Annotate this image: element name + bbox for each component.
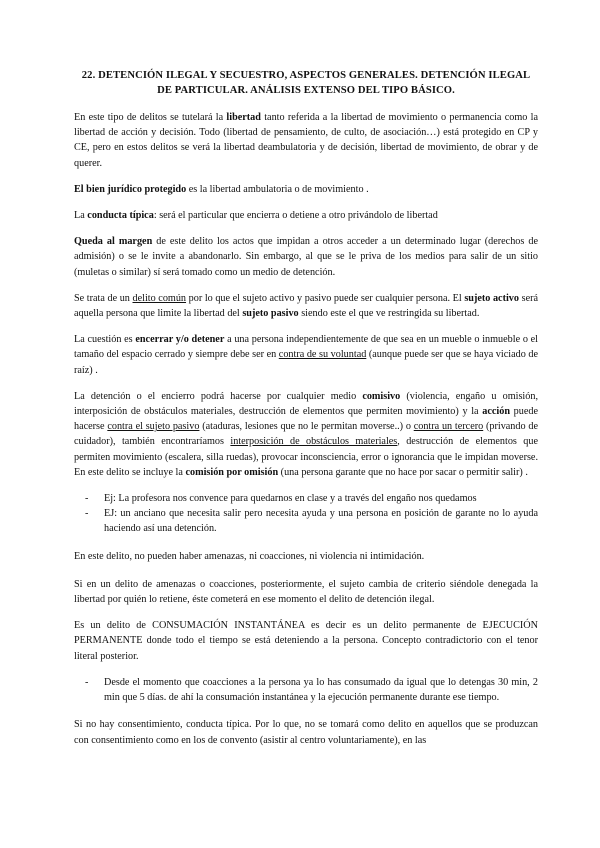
consumacion-list [74,675,538,705]
paragraph-sujetos: Se trata de un delito común por lo que el sujeto activo y pasivo puede ser cualquier persona. El sujeto activo será aquella persona que limite la libertad del sujeto pasivo siendo este el que ve restringida su libertad. [74,292,539,320]
list-item: - EJ: un anciano que necesita salir pero necesita ayuda y una persona en posición de garante no lo ayuda haciendo así una detención. [85,508,538,535]
section-title-line-1: 22. DETENCIÓN ILEGAL Y SECUESTRO, ASPECTOS GENERALES. DETENCIÓN ILEGAL [81,70,531,81]
paragraph-sin-amenazas: En este delito, no pueden haber amenazas, ni coacciones, ni violencia ni intimidación. [74,550,425,562]
paragraph-libertad: En este tipo de delitos se tutelará la libertad tanto referida a la libertad de movimiento o permanencia como la libertad de acción y decisión. Todo (libertad de pensamiento, de culto, de asociación…) está protegido en CP y CE, pero en estos delitos se verá la libertad deambulatoria y de decisión, libertad de movimiento, de obrar y de querer. [74,112,538,169]
list-item: - Ej: La profesora nos convence para quedarnos en clase y a través del engaño nos quedamos [85,493,477,505]
section-title [74,68,538,98]
paragraph-encerrar-detener: La cuestión es encerrar y/o detener a una persona independientemente de que sea en un mueble o inmueble o el tamaño del espacio cerrado y siempre debe ser en contra de su voluntad (aunque puede ser que se haya viciado de raíz) . [74,334,538,376]
paragraph-conducta-tipica: La conducta típica: será el particular que encierra o detiene a otro privándolo de libertad [74,210,438,222]
list-item: - Desde el momento que coacciones a la persona ya lo has consumado da igual que lo detengas 30 min, 2 min que 5 días. de ahí la consumación instantánea y la ejecución permanente durante ese tiempo. [85,676,538,704]
paragraph-consumacion: Es un delito de CONSUMACIÓN INSTANTÁNEA es decir es un delito permanente de EJECUCIÓN PERMANENTE donde todo el tiempo se está deteniendo a la persona. Concepto contradictorio con el tenor literal posterior. [74,620,538,662]
paragraph-bien-juridico: El bien jurídico protegido es la libertad ambulatoria o de movimiento . [74,183,369,195]
paragraph-medios-comisivos: La detención o el encierro podrá hacerse por cualquier medio comisivo (violencia, engaño u omisión, interposición de obstáculos materiales, destrucción de elementos que permiten movimiento) y la acción puede hacerse contra el sujeto pasivo (ataduras, lesiones que no le permitan moverse..) o contra un tercero (privando de cuidador), también encontraríamos interposición de obstáculos materiales, destrucción de elementos que permiten movimiento (escalera, silla ruedas), provocar inconsciencia, error o ignorancia que le impidan moverse. En este delito se incluye la comisión por omisión (una persona garante que no hace por sacar o permitir salir) . [74,390,539,478]
section-title-line-2: DE PARTICULAR. ANÁLISIS EXTENSO DEL TIPO BÁSICO. [157,85,455,96]
examples-list [74,491,538,537]
paragraph-queda-al-margen: Queda al margen de este delito los actos que impidan a otros acceder a un determinado lugar (derechos de admisión) o se le invite a abandonarlo. Sin embargo, al que se le priva de los medios para salir de un sitio (muletas o similar) sí será tomado como un medio de detención. [74,236,538,278]
paragraph-consentimiento: Si no hay consentimiento, conducta típica. Por lo que, no se tomará como delito en aquellos que se produzcan con consentimiento como en los de convento (asistir al centro voluntariamente), en las [74,719,538,746]
paragraph-cambio-criterio: Si en un delito de amenazas o coacciones, posteriormente, el sujeto cambia de criterio siéndole denegada la libertad por quién lo retiene, éste cometerá en ese momento el delito de detención ilegal. [74,578,538,606]
document-page [74,68,538,759]
